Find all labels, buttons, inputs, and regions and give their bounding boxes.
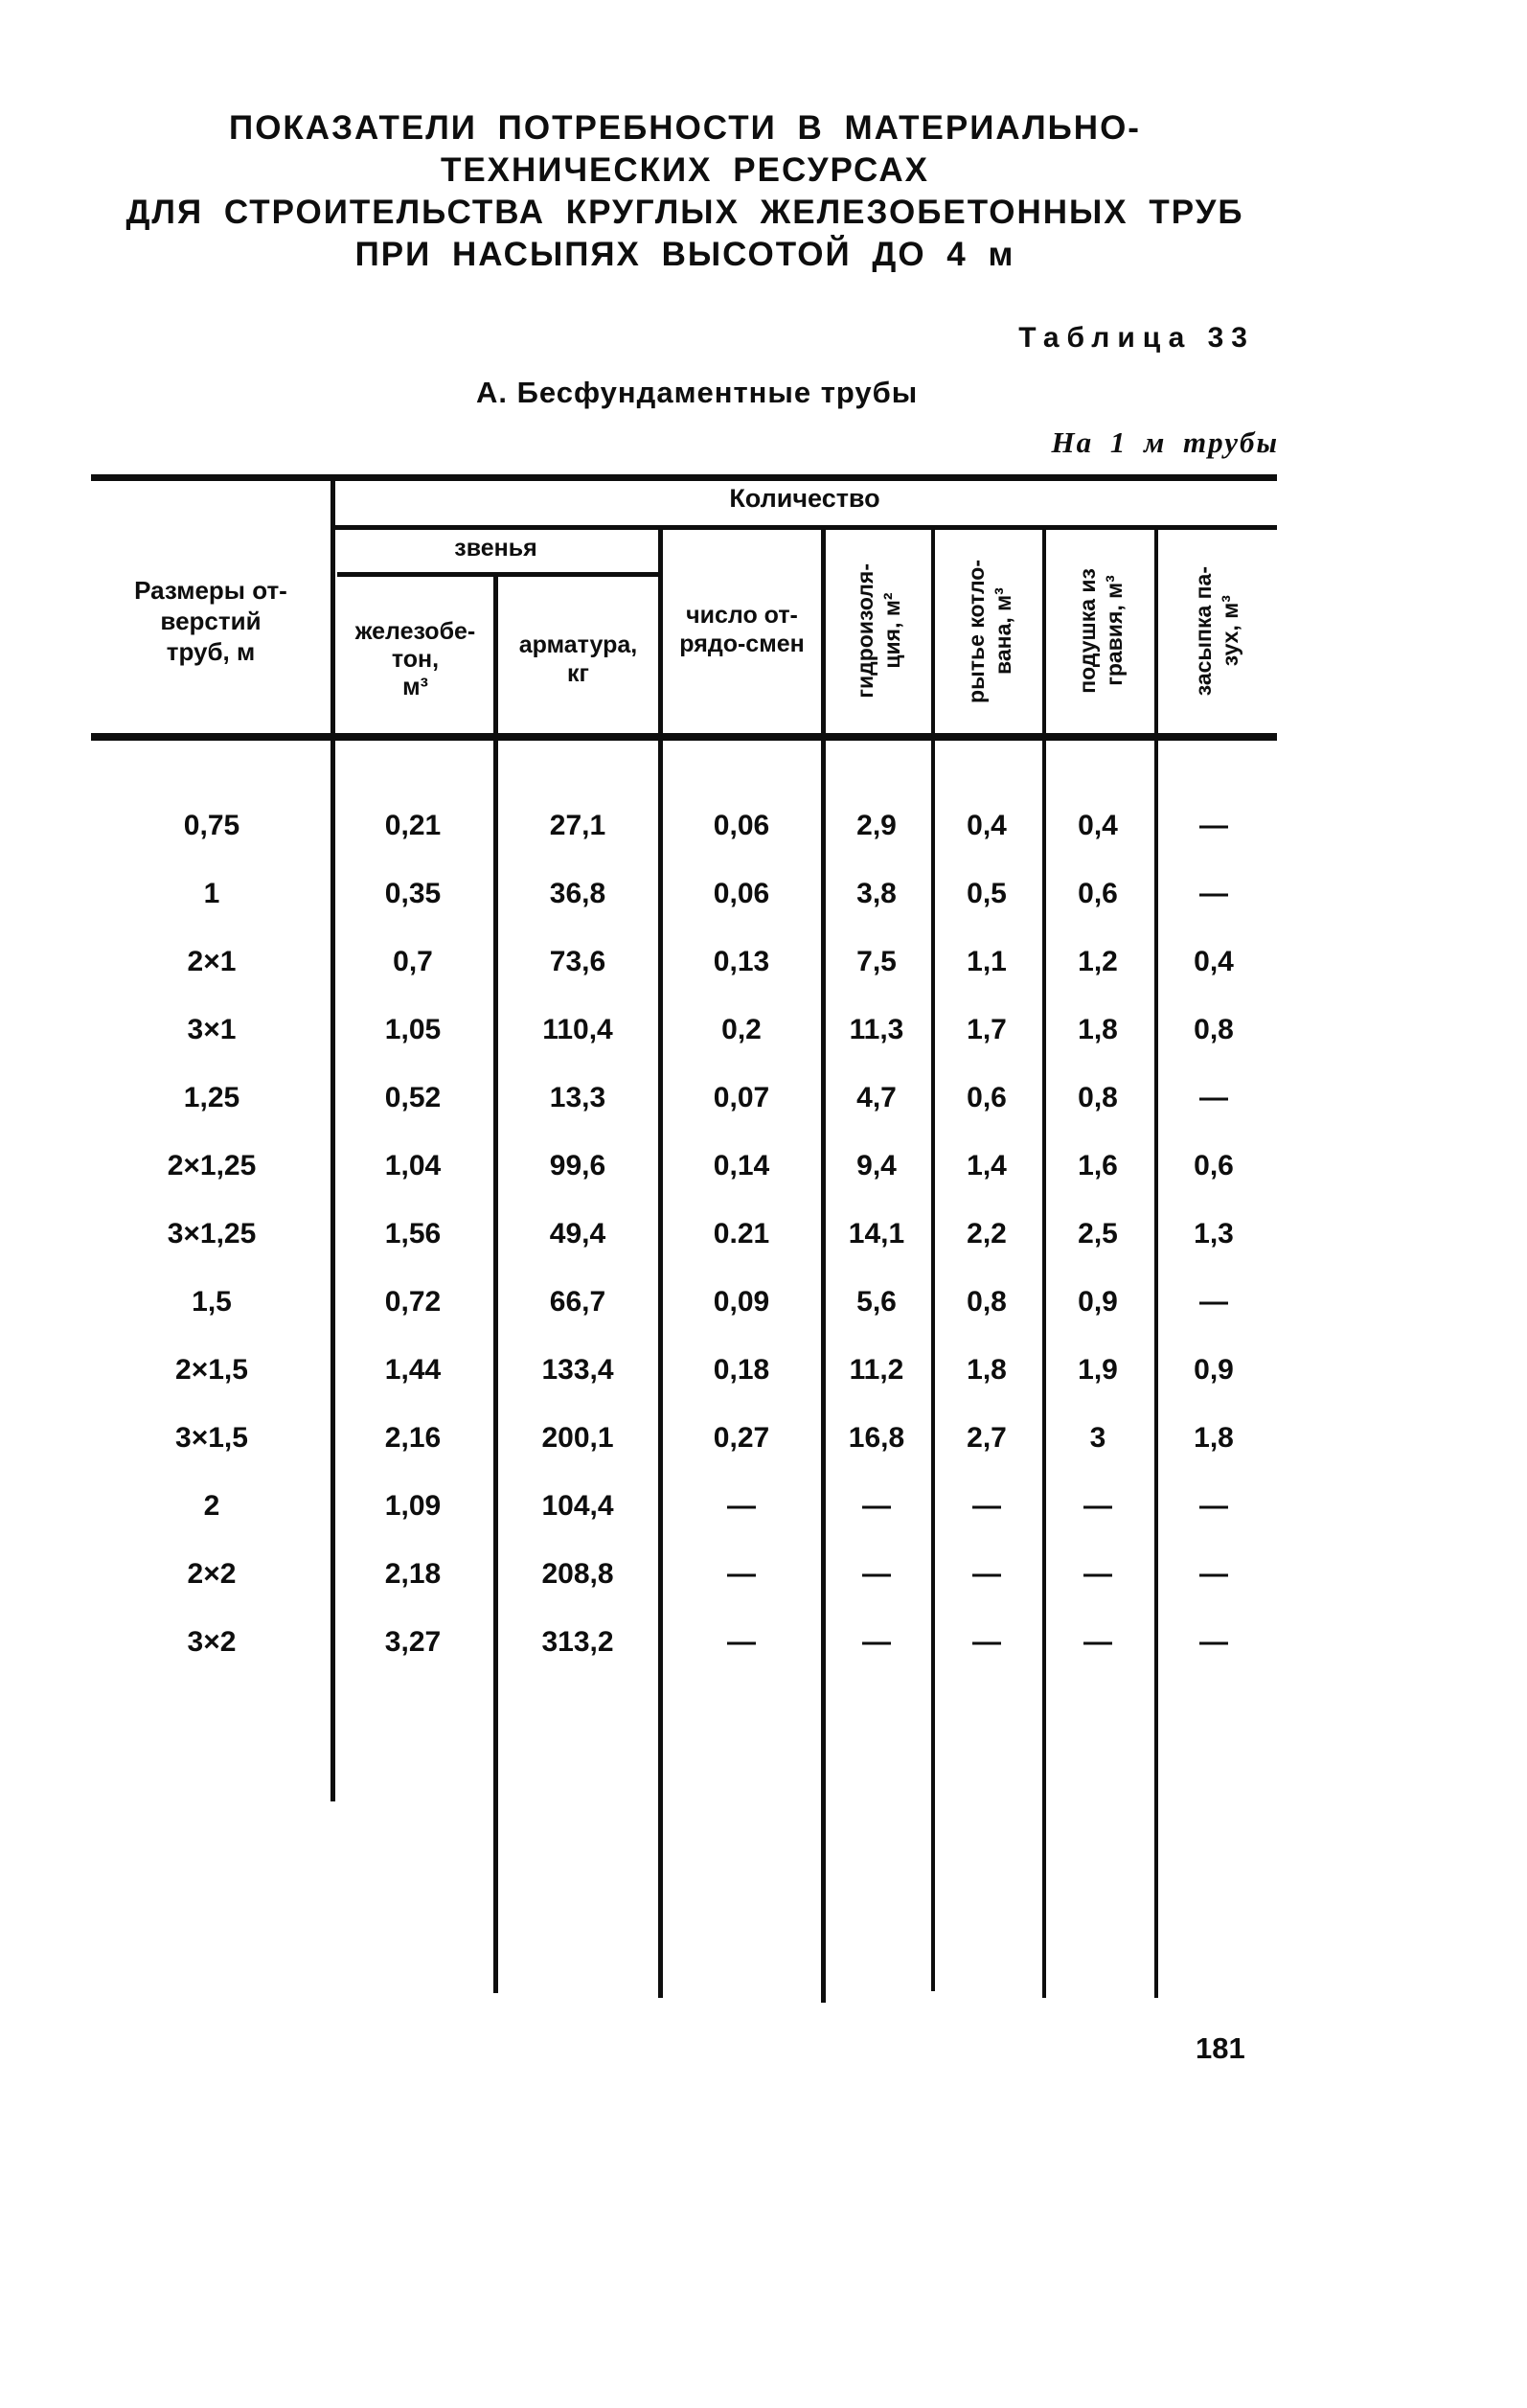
- header-rotated-text: [1074, 568, 1128, 694]
- header-rotated-text: [1190, 566, 1243, 696]
- table-cell: 0,13: [713, 946, 770, 977]
- table-cell: 2,9: [856, 810, 897, 841]
- header-line: гидроизоля-: [853, 563, 877, 699]
- header-line: гравия, м³: [1102, 575, 1127, 687]
- table-cell: 3,8: [856, 878, 897, 909]
- table-cell: 0,35: [384, 878, 442, 909]
- table-cell: 2×1,5: [175, 1354, 248, 1386]
- header-rebar: [498, 631, 658, 688]
- table-cell: 0.21: [713, 1218, 770, 1250]
- table-cell: 0,6: [1194, 1150, 1234, 1181]
- table-cell: 1,4: [967, 1150, 1007, 1181]
- header-line: зух, м³: [1218, 595, 1242, 667]
- table-cell: 2×1: [187, 946, 237, 977]
- header-quantity-label: Количество: [729, 484, 880, 513]
- table-cell: 0,06: [713, 810, 770, 841]
- table-cell: —: [862, 1558, 891, 1590]
- table-cell: 0,7: [393, 946, 433, 977]
- page-title-line: ТЕХНИЧЕСКИХ РЕСУРСАХ: [440, 151, 930, 189]
- table-column-rule: [330, 476, 335, 1801]
- table-cell: 1,2: [1078, 946, 1118, 977]
- header-sinus-backfill: [1159, 533, 1274, 729]
- table-cell: 3×2: [187, 1626, 237, 1658]
- page-title: [86, 107, 1284, 276]
- table-cell: 0,21: [384, 810, 442, 841]
- table-cell: 3,27: [384, 1626, 442, 1658]
- table-cell: 1,04: [384, 1150, 442, 1181]
- table-cell: 1,56: [384, 1218, 442, 1250]
- table-cell: 27,1: [549, 810, 606, 841]
- table-cell: 13,3: [549, 1082, 606, 1113]
- table-column-rule: [821, 529, 826, 2003]
- table-cell: —: [972, 1558, 1001, 1590]
- table-column-rule: [1042, 529, 1046, 1998]
- table-cell: —: [862, 1490, 891, 1522]
- table-cell: —: [862, 1626, 891, 1658]
- table-rule-top: [91, 474, 1277, 481]
- header-crew-shifts: [663, 601, 821, 658]
- table-cell: 3: [1089, 1422, 1106, 1454]
- table-cell: 3×1,5: [175, 1422, 248, 1454]
- table-cell: 0,6: [967, 1082, 1007, 1113]
- table-rule-under-quantity: [332, 525, 1277, 530]
- header-line: верстий: [160, 607, 262, 635]
- table-cell: 1,9: [1078, 1354, 1118, 1386]
- table-cell: 7,5: [856, 946, 897, 977]
- header-line: подушка из: [1075, 568, 1100, 694]
- header-line: ция, м²: [879, 592, 904, 670]
- table-cell: 1: [203, 878, 220, 909]
- table-cell: 208,8: [541, 1558, 614, 1590]
- header-line: тон,: [391, 646, 440, 673]
- table-cell: 313,2: [541, 1626, 614, 1658]
- header-links-group: [332, 534, 659, 562]
- page-title-line: ДЛЯ СТРОИТЕЛЬСТВА КРУГЛЫХ ЖЕЛЕЗОБЕТОННЫХ ТРУБ: [125, 194, 1244, 231]
- table-cell: 0,07: [713, 1082, 770, 1113]
- unit-note: На 1 м трубы: [1051, 425, 1279, 459]
- table-cell: 0,09: [713, 1286, 770, 1318]
- table-cell: 0,9: [1194, 1354, 1234, 1386]
- table-cell: 16,8: [848, 1422, 905, 1454]
- header-reinforced-concrete: [337, 618, 493, 701]
- table-cell: 0,9: [1078, 1286, 1118, 1318]
- table-cell: —: [1199, 1558, 1228, 1590]
- section-label: А. Бесфундаментные трубы: [476, 376, 919, 409]
- header-waterproofing: [826, 533, 931, 729]
- table-cell: —: [1083, 1558, 1112, 1590]
- page-number: 181: [1196, 2031, 1245, 2065]
- table-column-rule: [658, 529, 663, 1998]
- header-rotated-text: [963, 560, 1016, 703]
- header-line: рядо-смен: [679, 631, 805, 657]
- table-cell: 1,25: [183, 1082, 240, 1113]
- table-cell: 36,8: [549, 878, 606, 909]
- header-links-label: звенья: [454, 535, 537, 562]
- table-cell: 2×2: [187, 1558, 237, 1590]
- table-cell: 2,2: [967, 1218, 1007, 1250]
- table-cell: 0,4: [967, 810, 1007, 841]
- header-line: засыпка па-: [1191, 565, 1216, 697]
- table-cell: —: [972, 1490, 1001, 1522]
- table-cell: 1,7: [967, 1014, 1007, 1045]
- table-cell: —: [1199, 878, 1228, 909]
- table-cell: 2,5: [1078, 1218, 1118, 1250]
- header-line: труб, м: [166, 637, 256, 666]
- table-rule-header-bottom: [91, 733, 1277, 741]
- table-cell: 49,4: [549, 1218, 606, 1250]
- header-quantity: [332, 484, 1277, 513]
- table-number-label: Таблица 33: [1018, 322, 1255, 354]
- table-cell: 9,4: [856, 1150, 897, 1181]
- header-line: арматура,: [518, 631, 638, 658]
- table-cell: 1,44: [384, 1354, 442, 1386]
- header-line: железобе-: [354, 618, 476, 645]
- table-cell: 200,1: [541, 1422, 614, 1454]
- table-cell: 2,18: [384, 1558, 442, 1590]
- table-cell: —: [727, 1490, 756, 1522]
- table-cell: 1,1: [967, 946, 1007, 977]
- table-cell: 11,2: [849, 1354, 904, 1386]
- table-cell: 110,4: [542, 1014, 613, 1045]
- table-cell: 1,3: [1194, 1218, 1234, 1250]
- header-line: м³: [402, 674, 428, 700]
- header-line: рытье котло-: [963, 559, 989, 703]
- table-cell: 104,4: [541, 1490, 614, 1522]
- table-cell: —: [1083, 1626, 1112, 1658]
- table-column-rule: [493, 575, 498, 1993]
- table-cell: 0,52: [384, 1082, 442, 1113]
- table-cell: 0,72: [384, 1286, 442, 1318]
- table-cell: —: [1199, 810, 1228, 841]
- table-cell: 3×1: [187, 1014, 237, 1045]
- table-cell: 0,8: [1194, 1014, 1234, 1045]
- table-cell: 2: [203, 1490, 220, 1522]
- header-pit-excavation: [936, 533, 1042, 729]
- table-cell: —: [972, 1626, 1001, 1658]
- table-cell: —: [1199, 1082, 1228, 1113]
- table-cell: 1,05: [384, 1014, 442, 1045]
- table-cell: 66,7: [549, 1286, 606, 1318]
- header-gravel-bedding: [1047, 533, 1154, 729]
- header-rotated-text: [852, 563, 905, 699]
- table-rule-under-links: [337, 572, 659, 577]
- table-cell: 0,4: [1078, 810, 1118, 841]
- table-cell: 133,4: [541, 1354, 614, 1386]
- table-cell: 1,6: [1078, 1150, 1118, 1181]
- table-cell: 3×1,25: [167, 1218, 257, 1250]
- table-cell: 4,7: [856, 1082, 897, 1113]
- table-cell: 0,5: [967, 878, 1007, 909]
- table-cell: 0,8: [1078, 1082, 1118, 1113]
- table-cell: 0,6: [1078, 878, 1118, 909]
- header-line: кг: [567, 660, 589, 687]
- header-line: вана, м³: [990, 587, 1015, 675]
- table-cell: 2×1,25: [167, 1150, 257, 1181]
- table-cell: 2,7: [967, 1422, 1007, 1454]
- table-cell: —: [1199, 1626, 1228, 1658]
- table-cell: 1,5: [192, 1286, 232, 1318]
- table-cell: 0,18: [713, 1354, 770, 1386]
- table-cell: 2,16: [384, 1422, 442, 1454]
- table-cell: 1,8: [1194, 1422, 1234, 1454]
- table-cell: 0,27: [713, 1422, 770, 1454]
- table-cell: 1,09: [384, 1490, 442, 1522]
- header-line: Размеры от-: [134, 576, 287, 605]
- table-cell: —: [1199, 1286, 1228, 1318]
- table-cell: 0,06: [713, 878, 770, 909]
- table-cell: 1,8: [967, 1354, 1007, 1386]
- table-cell: 1,8: [1078, 1014, 1118, 1045]
- table-cell: —: [727, 1626, 756, 1658]
- table-cell: 0,14: [713, 1150, 770, 1181]
- table-cell: 99,6: [549, 1150, 606, 1181]
- table-cell: 0,8: [967, 1286, 1007, 1318]
- header-line: число от-: [686, 602, 798, 629]
- table-cell: —: [727, 1558, 756, 1590]
- table-cell: 0,75: [183, 810, 240, 841]
- table-cell: 5,6: [856, 1286, 897, 1318]
- table-cell: —: [1083, 1490, 1112, 1522]
- table-cell: 73,6: [549, 946, 606, 977]
- table-column-rule: [1154, 529, 1158, 1998]
- header-pipe-opening-sizes: [91, 575, 330, 667]
- table-cell: 14,1: [848, 1218, 905, 1250]
- table-cell: 0,4: [1194, 946, 1234, 977]
- table-cell: —: [1199, 1490, 1228, 1522]
- page-title-line: ПОКАЗАТЕЛИ ПОТРЕБНОСТИ В МАТЕРИАЛЬНО-: [229, 109, 1141, 147]
- table-column-rule: [931, 529, 935, 1991]
- table-cell: 0,2: [721, 1014, 762, 1045]
- table-cell: 11,3: [849, 1014, 904, 1045]
- page-title-line: ПРИ НАСЫПЯХ ВЫСОТОЙ ДО 4 м: [354, 236, 1015, 273]
